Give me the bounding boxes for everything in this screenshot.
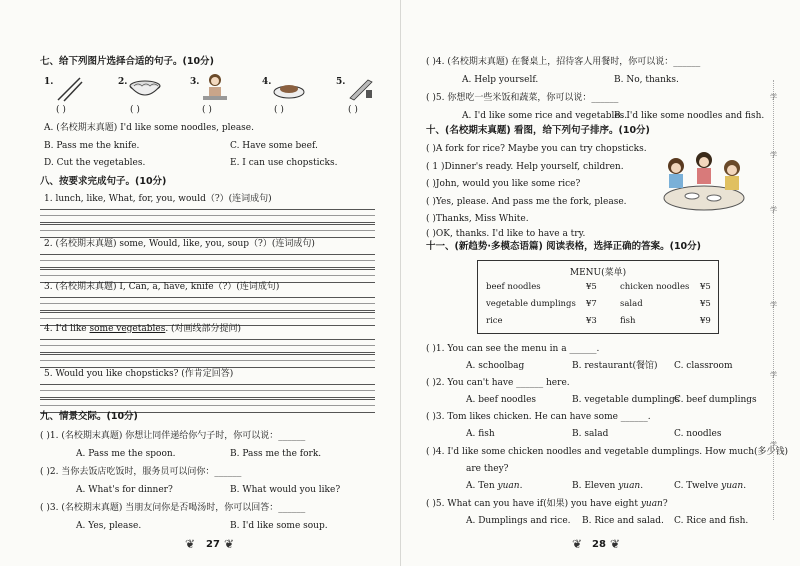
margin-mark: 学: [770, 371, 777, 379]
answer-blank-5[interactable]: ( ): [348, 105, 358, 115]
sec11-q4-option-a: A. Ten yuan.: [466, 481, 523, 491]
sec9-question-2: ( )2. 当你去饭店吃饭时，服务员可以问你：______: [40, 467, 242, 477]
answer-blank-2[interactable]: ( ): [130, 105, 140, 115]
sec9-question-4: ( )4. (名校期末真题) 在餐桌上，招待客人用餐时，你可以说：______: [426, 57, 701, 67]
knife-picture: [346, 76, 376, 102]
writing-line-8[interactable]: [40, 354, 375, 368]
section-11-title: 十一、(新趋势·多模态语篇) 阅读表格，选择正确的答案。(10分): [426, 241, 702, 252]
sec8-question-2: 2. (名校期末真题) some, Would, like, you, soup（?）(连词成句): [44, 239, 315, 249]
yuan-unit: yuan: [640, 499, 663, 509]
sec9-q4-option-b: B. No, thanks.: [614, 75, 679, 85]
sec11-q3-option-c: C. noodles: [674, 429, 722, 439]
sec11-question-5: [426, 498, 668, 510]
writing-line-5[interactable]: [40, 297, 375, 311]
menu-item: beef noodles: [486, 282, 541, 292]
order-line-4: ( )Yes, please. And pass me the fork, please.: [426, 197, 627, 207]
pic-number-2: 2.: [118, 77, 128, 87]
menu-item: salad: [620, 299, 643, 309]
margin-mark: 学: [770, 301, 777, 309]
option-d: D. Cut the vegetables.: [44, 158, 146, 168]
yuan-unit: yuan: [618, 481, 641, 491]
q4-text: 4. I'd like: [44, 324, 90, 334]
pic-number-3: 3.: [190, 77, 200, 87]
menu-item: chicken noodles: [620, 282, 690, 292]
noodle-bowl-picture: [128, 78, 162, 100]
sec11-q4-continued: are they?: [466, 464, 509, 474]
sprout-icon: ❦: [185, 537, 196, 551]
sec11-question-3: ( )3. Tom likes chicken. He can have some ______.: [426, 412, 651, 422]
sec11-question-2: ( )2. You can't have ______ here.: [426, 378, 570, 388]
menu-price: ¥9: [700, 316, 711, 326]
sec11-q5-option-c: C. Rice and fish.: [674, 516, 749, 526]
order-line-1: ( )A fork for rice? Maybe you can try chopsticks.: [426, 144, 647, 154]
sec11-q2-option-a: A. beef noodles: [466, 395, 537, 405]
sec8-question-3: 3. (名校期末真题) I, Can, a, have, knife（?）(连词成句): [44, 282, 280, 292]
sec11-q1-option-b: B. restaurant(餐馆): [572, 361, 658, 371]
writing-line-2[interactable]: [40, 224, 375, 238]
sprout-icon: ❦: [572, 537, 583, 551]
menu-item: fish: [620, 316, 636, 326]
sec9-question-3: ( )3. (名校期末真题) 当朋友问你是否喝汤时，你可以回答：______: [40, 503, 306, 513]
sec11-q2-option-c: C. beef dumplings: [674, 395, 757, 405]
section-10-title: 十、(名校期末真题) 看图，给下列句子排序。(10分): [426, 125, 650, 136]
sec8-question-5: 5. Would you like chopsticks? (作肯定回答): [44, 369, 234, 379]
section-9-title: 九、情景交际。(10分): [40, 411, 138, 422]
order-line-5: ( )Thanks, Miss White.: [426, 214, 529, 224]
writing-line-3[interactable]: [40, 254, 375, 268]
sec11-q5-option-a: A. Dumplings and rice.: [466, 516, 571, 526]
order-line-2: ( 1 )Dinner's ready. Help yourself, children.: [426, 162, 624, 172]
sec9-q3-option-a: A. Yes, please.: [76, 521, 142, 531]
margin-mark: 学: [770, 151, 777, 159]
sec9-q2-option-a: A. What's for dinner?: [76, 485, 173, 495]
writing-line-1[interactable]: [40, 209, 375, 223]
option-a: A. (名校期末真题) I'd like some noodles, please.: [44, 123, 254, 133]
sec9-q4-option-a: A. Help yourself.: [462, 75, 539, 85]
pic-number-5: 5.: [336, 77, 346, 87]
sec11-q1-option-a: A. schoolbag: [466, 361, 525, 371]
sprout-icon: ❦: [224, 537, 235, 551]
order-line-3: ( )John, would you like some rice?: [426, 179, 581, 189]
sec9-q1-option-a: A. Pass me the spoon.: [76, 449, 176, 459]
option-e: E. I can use chopsticks.: [230, 158, 338, 168]
menu-price: ¥5: [700, 299, 711, 309]
sec11-q1-option-c: C. classroom: [674, 361, 733, 371]
section-8-title: 八、按要求完成句子。(10分): [40, 176, 167, 187]
sec11-q3-option-a: A. fish: [466, 429, 495, 439]
menu-item: vegetable dumplings: [486, 299, 576, 309]
menu-price: ¥5: [586, 282, 597, 292]
margin-mark: 学: [770, 206, 777, 214]
pic-number-4: 4.: [262, 77, 272, 87]
section-7-title: 七、给下列图片选择合适的句子。(10分): [40, 56, 214, 67]
sec9-q5-option-a: A. I'd like some rice and vegetables.: [462, 111, 628, 121]
option-text: C. Twelve: [674, 481, 722, 491]
sec9-q3-option-b: B. I'd like some soup.: [230, 521, 328, 531]
sec11-q2-option-b: B. vegetable dumplings: [572, 395, 680, 405]
beef-plate-picture: [272, 78, 306, 100]
sec8-question-1: 1. lunch, like, What, for, you, would（?）(连词成句): [44, 194, 272, 204]
q4-instruction: . (对画线部分提问): [165, 324, 242, 334]
sec9-question-1: ( )1. (名校期末真题) 你想让同伴递给你勺子时，你可以说：______: [40, 431, 306, 441]
sprout-icon: ❦: [610, 537, 621, 551]
sec9-q5-option-b: B. I'd like some noodles and fish.: [614, 111, 765, 121]
page-number-28: 28: [592, 539, 606, 550]
sec9-q1-option-b: B. Pass me the fork.: [230, 449, 322, 459]
answer-blank-1[interactable]: ( ): [56, 105, 66, 115]
option-c: C. Have some beef.: [230, 141, 318, 151]
answer-blank-3[interactable]: ( ): [202, 105, 212, 115]
q5-mark: ?: [662, 499, 668, 509]
sec9-q2-option-b: B. What would you like?: [230, 485, 341, 495]
order-line-6: ( )OK, thanks. I'd like to have a try.: [426, 229, 586, 239]
page-number-27: 27: [206, 539, 220, 550]
sec11-q3-option-b: B. salad: [572, 429, 609, 439]
yuan-unit: yuan: [497, 481, 520, 491]
option-b: B. Pass me the knife.: [44, 141, 140, 151]
menu-title: MENU(菜单): [569, 268, 627, 278]
menu-item: rice: [486, 316, 503, 326]
option-text: B. Eleven: [572, 481, 619, 491]
answer-blank-4[interactable]: ( ): [274, 105, 284, 115]
option-text: A. Ten: [466, 481, 498, 491]
chopsticks-picture: [54, 76, 84, 102]
menu-price: ¥3: [586, 316, 597, 326]
sec11-q5-option-b: B. Rice and salad.: [582, 516, 664, 526]
q4-underlined: some vegetables: [89, 324, 166, 334]
family-dinner-picture: [656, 146, 752, 216]
sec11-q4-option-b: B. Eleven yuan.: [572, 481, 644, 491]
girl-cutting-picture: [200, 72, 230, 102]
sec11-question-1: ( )1. You can see the menu in a ______.: [426, 344, 600, 354]
menu-price: ¥5: [700, 282, 711, 292]
sec9-question-5: ( )5. 你想吃一些米饭和蔬菜，你可以说：______: [426, 93, 619, 103]
sec11-question-4: ( )4. I'd like some chicken noodles and vegetable dumplings. How much(多少钱): [426, 447, 789, 457]
writing-line-9[interactable]: [40, 384, 375, 398]
margin-mark: 学: [770, 93, 777, 101]
menu-table: [477, 260, 719, 334]
margin-mark: 学: [770, 441, 777, 449]
sec8-question-4: [44, 323, 241, 335]
sec11-q4-option-c: C. Twelve yuan.: [674, 481, 747, 491]
writing-line-7[interactable]: [40, 339, 375, 353]
pic-number-1: 1.: [44, 77, 54, 87]
yuan-unit: yuan: [721, 481, 744, 491]
menu-price: ¥7: [586, 299, 597, 309]
q5-text: ( )5. What can you have if(如果) you have eight: [426, 499, 641, 509]
